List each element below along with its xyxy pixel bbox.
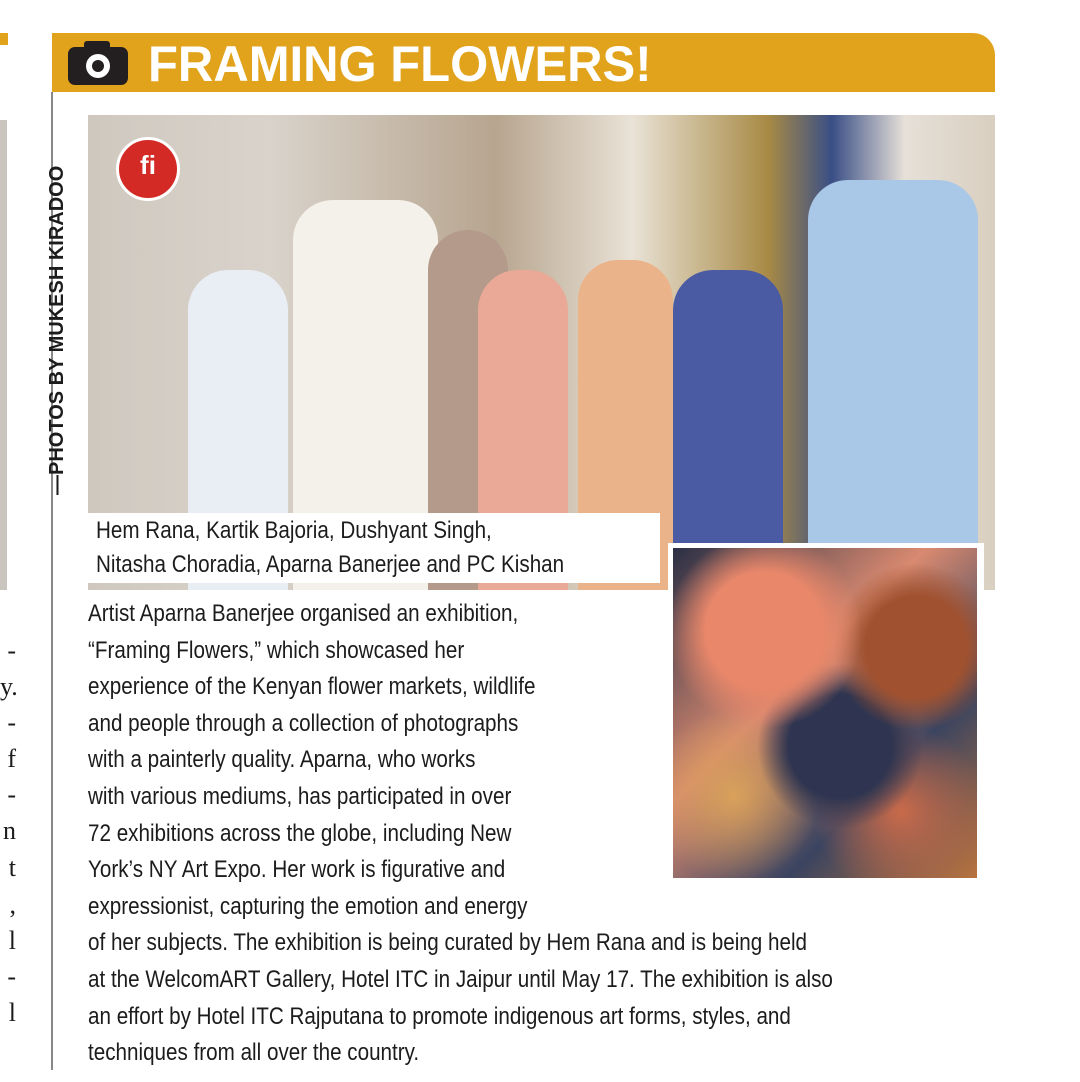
body-line: “Framing Flowers,” which showcased her	[88, 636, 465, 664]
body-line: 72 exhibitions across the globe, including New	[88, 819, 512, 847]
painting-photo	[668, 543, 984, 885]
text-fragment: l	[8, 926, 16, 955]
person	[673, 270, 783, 590]
article-header	[52, 33, 995, 92]
text-fragment: -	[7, 636, 16, 665]
caption-line: Nitasha Choradia, Aparna Banerjee and PC Kishan	[96, 551, 565, 578]
text-fragment: y.	[0, 672, 18, 701]
body-line: with a painterly quality. Aparna, who works	[88, 746, 476, 774]
text-fragment: f	[7, 744, 16, 773]
body-line: Artist Aparna Banerjee organised an exhibition,	[88, 600, 519, 627]
painting-image	[673, 548, 977, 878]
caption-line: Hem Rana, Kartik Bajoria, Dushyant Singh,	[96, 517, 492, 544]
body-line: with various mediums, has participated in over	[88, 783, 512, 810]
text-fragment: t	[8, 853, 16, 882]
text-fragment: n	[3, 816, 16, 845]
body-line: experience of the Kenyan flower markets, wildlife	[88, 673, 536, 701]
article-title: FRAMING FLOWERS!	[148, 36, 652, 92]
text-fragment: -	[7, 708, 16, 737]
photo-caption	[88, 513, 660, 583]
publication-logo: fi	[116, 137, 180, 201]
body-line: techniques from all over the country.	[88, 1039, 420, 1067]
body-line: of her subjects. The exhibition is being curated by Hem Rana and is being held	[88, 929, 808, 957]
camera-icon	[68, 41, 128, 85]
body-line: and people through a collection of photographs	[88, 709, 519, 737]
photo-credit: —PHOTOS BY MUKESH KIRADOO	[46, 165, 68, 495]
body-line: an effort by Hotel ITC Rajputana to promote indigenous art forms, styles, and	[88, 1002, 791, 1030]
body-line: at the WelcomART Gallery, Hotel ITC in Jaipur until May 17. The exhibition is also	[88, 966, 833, 993]
person	[808, 180, 978, 590]
adjacent-article-photo-edge	[0, 120, 7, 590]
body-line: expressionist, capturing the emotion and energy	[88, 892, 528, 920]
adjacent-article-header-edge	[0, 33, 8, 45]
body-line: York’s NY Art Expo. Her work is figurative and	[88, 856, 506, 884]
text-fragment: -	[7, 962, 16, 991]
text-fragment: ,	[9, 890, 16, 919]
text-fragment: l	[8, 998, 16, 1027]
text-fragment: -	[7, 780, 16, 809]
